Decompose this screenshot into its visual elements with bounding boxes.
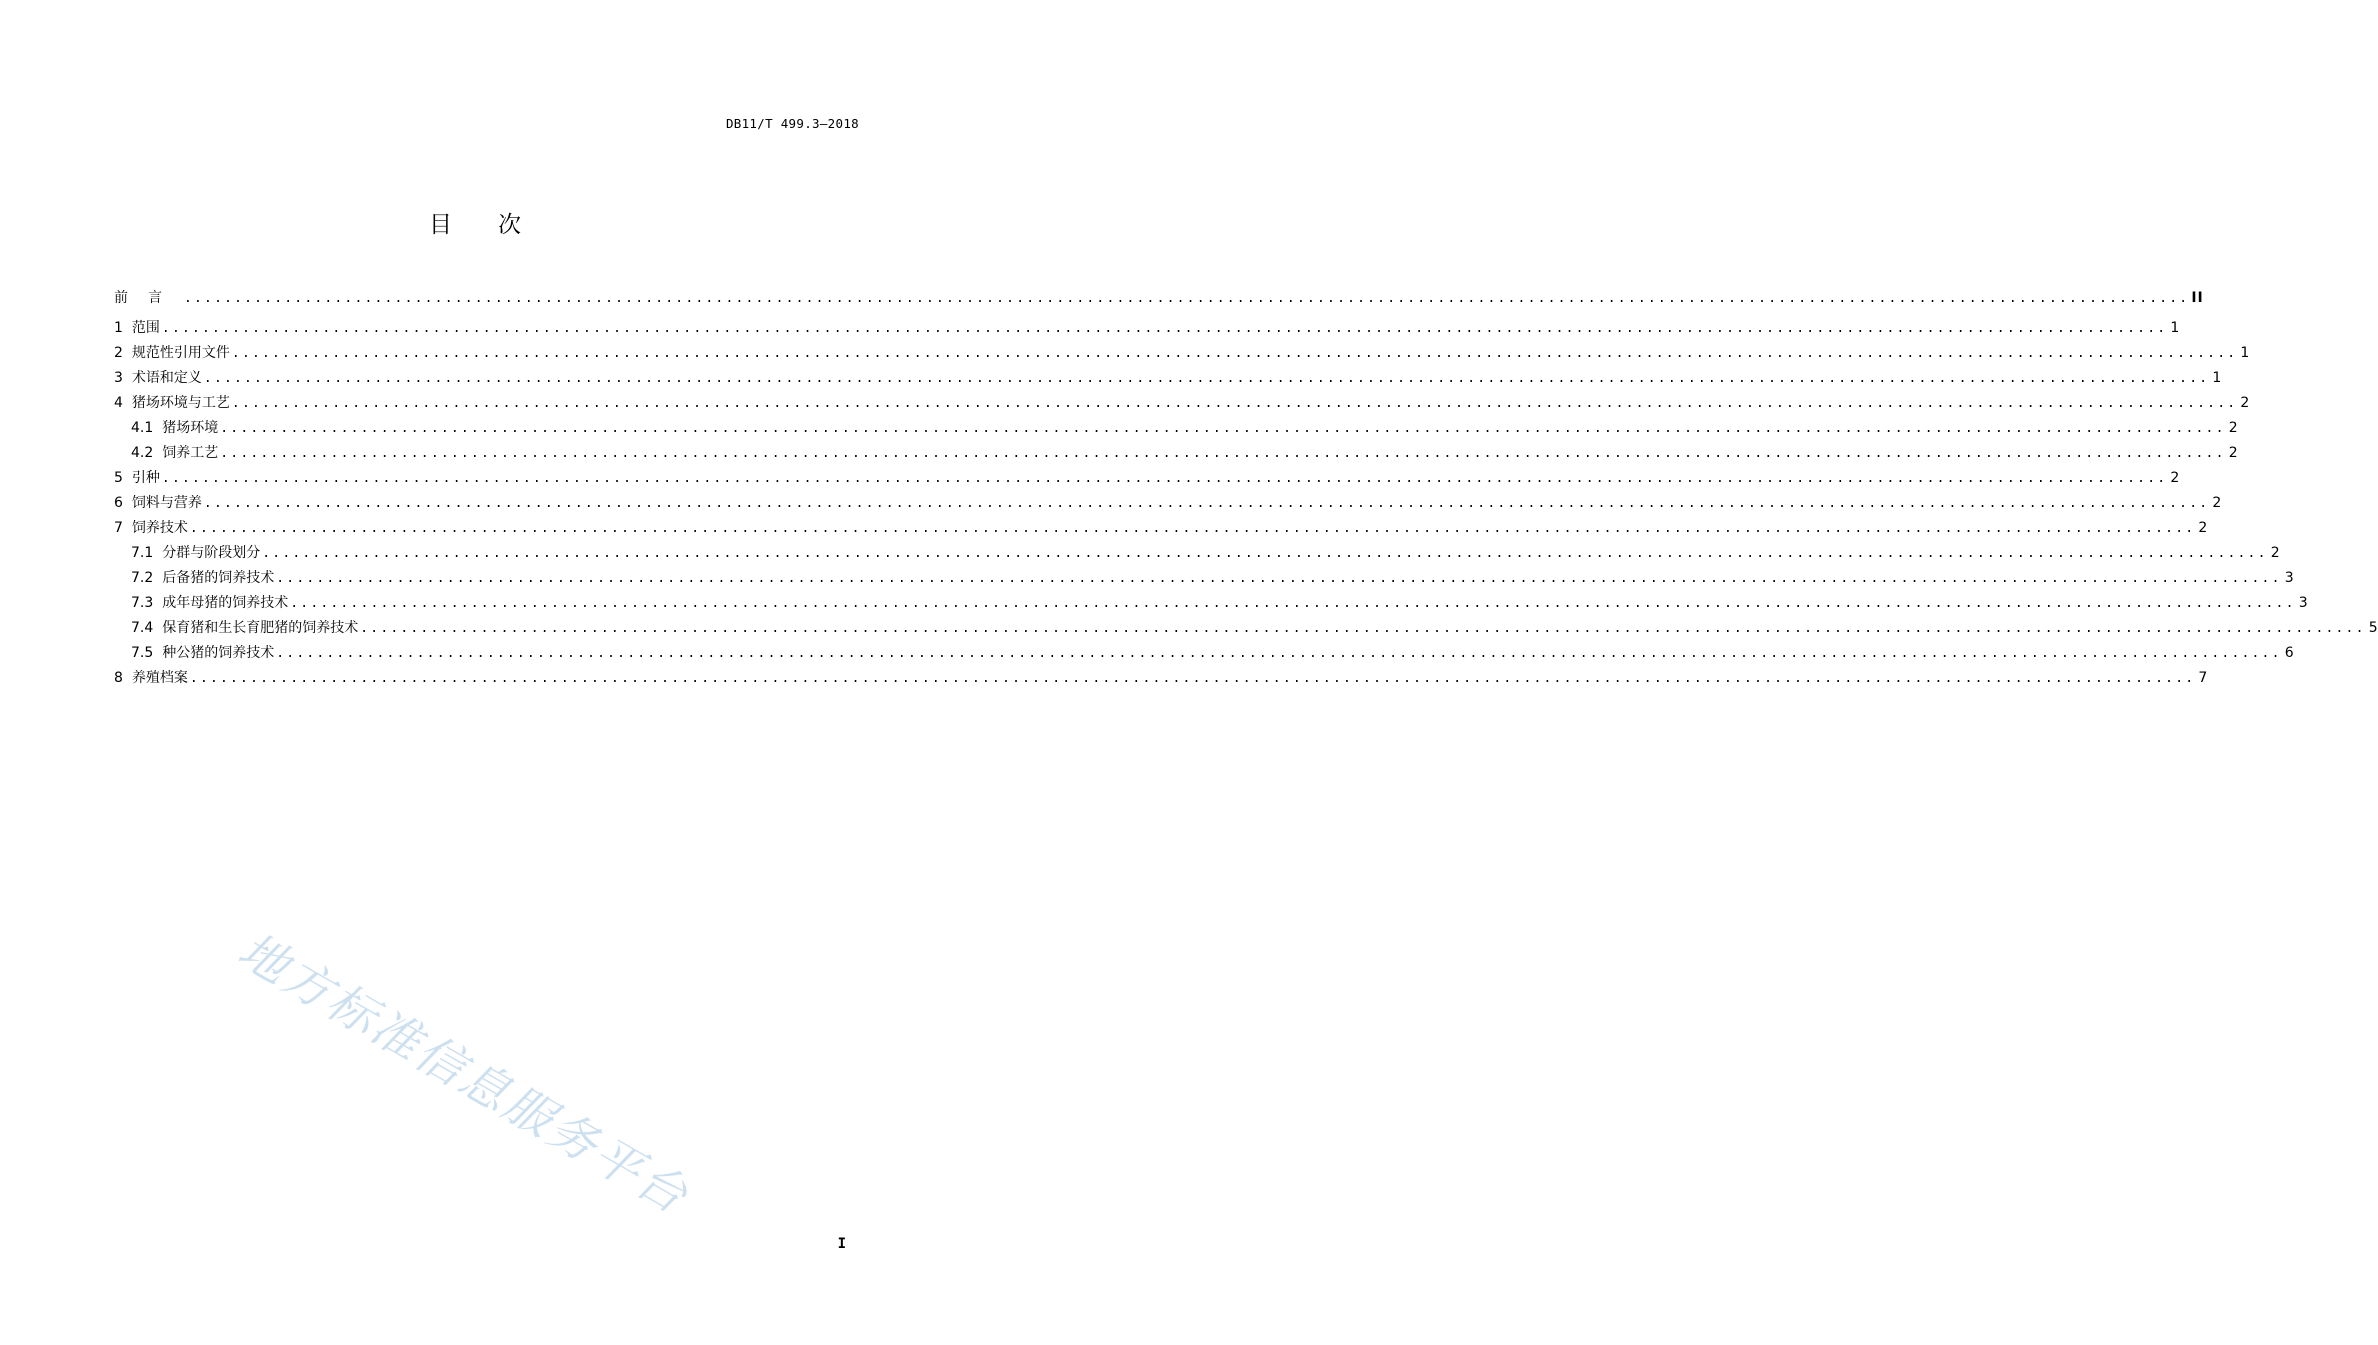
toc-dot-leader: ........................................................................................................................................................................................................	[161, 471, 2168, 486]
toc-entry-number: 7	[114, 520, 123, 536]
toc-entry-label: 猪场环境	[162, 420, 219, 436]
toc-entry[interactable]	[114, 641, 2294, 666]
toc-entry[interactable]	[114, 616, 2378, 641]
toc-entry-label: 饲养技术	[131, 520, 188, 536]
toc-dot-leader: ........................................................................................................................................................................................................	[231, 346, 2238, 361]
toc-dot-leader: ........................................................................................................................................................................................................	[290, 596, 2296, 611]
toc-entry-page: II	[2191, 290, 2204, 306]
toc-entry-number: 4	[114, 395, 123, 411]
toc-entry-page: 3	[2284, 570, 2294, 586]
toc-entry-label: 范围	[131, 320, 160, 336]
toc-dot-leader: ........................................................................................................................................................................................................	[203, 371, 2210, 386]
toc-dot-leader: ........................................................................................................................................................................................................	[262, 546, 2268, 561]
toc-entry-label: 保育猪和生长育肥猪的饲养技术	[162, 620, 359, 636]
toc-dot-leader: ........................................................................................................................................................................................................	[220, 421, 2226, 436]
toc-entry-page: 1	[2170, 320, 2180, 336]
toc-entry-label: 种公猪的饲养技术	[162, 645, 275, 661]
toc-entry-page: 5	[2368, 620, 2378, 636]
toc-entry-number: 2	[114, 345, 123, 361]
toc-dot-leader: ........................................................................................................................................................................................................	[231, 396, 2238, 411]
toc-entry-number: 4.1	[131, 420, 154, 436]
toc-entry[interactable]	[114, 491, 2222, 516]
standard-code: DB11/T 499.3—2018	[725, 116, 859, 131]
toc-dot-leader: ........................................................................................................................................................................................................	[203, 496, 2210, 511]
toc-entry-page: 2	[2270, 545, 2280, 561]
toc-entry-number: 3	[114, 370, 123, 386]
toc-entry[interactable]	[114, 466, 2180, 491]
toc-entry-page: 2	[2228, 420, 2238, 436]
toc-entry-page: 2	[2170, 470, 2180, 486]
toc-entry-page: 2	[2198, 520, 2208, 536]
toc-entry-number: 1	[114, 320, 123, 336]
toc-dot-leader: ........................................................................................................................................................................................................	[189, 521, 2196, 536]
toc-entry-number: 7.1	[131, 545, 154, 561]
toc-dot-leader: ........................................................................................................................................................................................................	[276, 646, 2282, 661]
toc-entry[interactable]	[114, 341, 2250, 366]
toc-entry-number: 8	[114, 670, 123, 686]
toc-entry-number: 4.2	[131, 445, 154, 461]
toc-entry-label: 猪场环境与工艺	[131, 395, 230, 411]
toc-entry[interactable]	[114, 366, 2222, 391]
toc-entry-number: 5	[114, 470, 123, 486]
toc-dot-leader: ........................................................................................................................................................................................................	[184, 291, 2190, 306]
toc-entry[interactable]	[114, 516, 2208, 541]
toc-entry-label: 前言	[114, 290, 182, 306]
toc-entry-page: 6	[2284, 645, 2294, 661]
toc-entry-page: 2	[2228, 445, 2238, 461]
toc-entry-number: 7.2	[131, 570, 154, 586]
toc-entry-label: 养殖档案	[131, 670, 188, 686]
toc-entry-number: 7.4	[131, 620, 154, 636]
toc-entry[interactable]	[114, 666, 2208, 691]
toc-dot-leader: ........................................................................................................................................................................................................	[360, 621, 2366, 636]
toc-entry-number: 7.3	[131, 595, 154, 611]
toc-entry-label: 饲料与营养	[131, 495, 202, 511]
toc-entry-page: 7	[2198, 670, 2208, 686]
toc-entry-page: 2	[2212, 495, 2222, 511]
toc-entry-page: 1	[2212, 370, 2222, 386]
toc-entry[interactable]	[114, 566, 2294, 591]
toc-entry[interactable]	[114, 441, 2238, 466]
toc-entry-label: 后备猪的饲养技术	[162, 570, 275, 586]
toc-entry[interactable]	[114, 416, 2238, 441]
toc-entry-label: 分群与阶段划分	[162, 545, 261, 561]
toc-entry[interactable]	[114, 591, 2308, 616]
toc-entry-page: 3	[2298, 595, 2308, 611]
toc-entry-page: 1	[2240, 345, 2250, 361]
toc-entry-label: 饲养工艺	[162, 445, 219, 461]
toc-entry[interactable]	[114, 391, 2250, 416]
toc-dot-leader: ........................................................................................................................................................................................................	[161, 321, 2168, 336]
toc-entry-number: 6	[114, 495, 123, 511]
toc-entry-label: 规范性引用文件	[131, 345, 230, 361]
toc-dot-leader: ........................................................................................................................................................................................................	[276, 571, 2282, 586]
toc-entry-label: 术语和定义	[131, 370, 202, 386]
toc-entry[interactable]	[114, 286, 2204, 311]
toc-entry-label: 成年母猪的饲养技术	[162, 595, 289, 611]
table-of-contents	[114, 286, 2378, 691]
toc-dot-leader: ........................................................................................................................................................................................................	[189, 671, 2196, 686]
toc-entry-label: 引种	[131, 470, 160, 486]
watermark: 地方标准信息服务平台	[228, 922, 699, 1226]
toc-entry-page: 2	[2240, 395, 2250, 411]
toc-entry-number: 7.5	[131, 645, 154, 661]
toc-dot-leader: ........................................................................................................................................................................................................	[220, 446, 2226, 461]
page-title: 目次	[429, 212, 567, 238]
toc-entry[interactable]	[114, 316, 2180, 341]
page-number: I	[837, 1236, 846, 1252]
toc-entry[interactable]	[114, 541, 2280, 566]
